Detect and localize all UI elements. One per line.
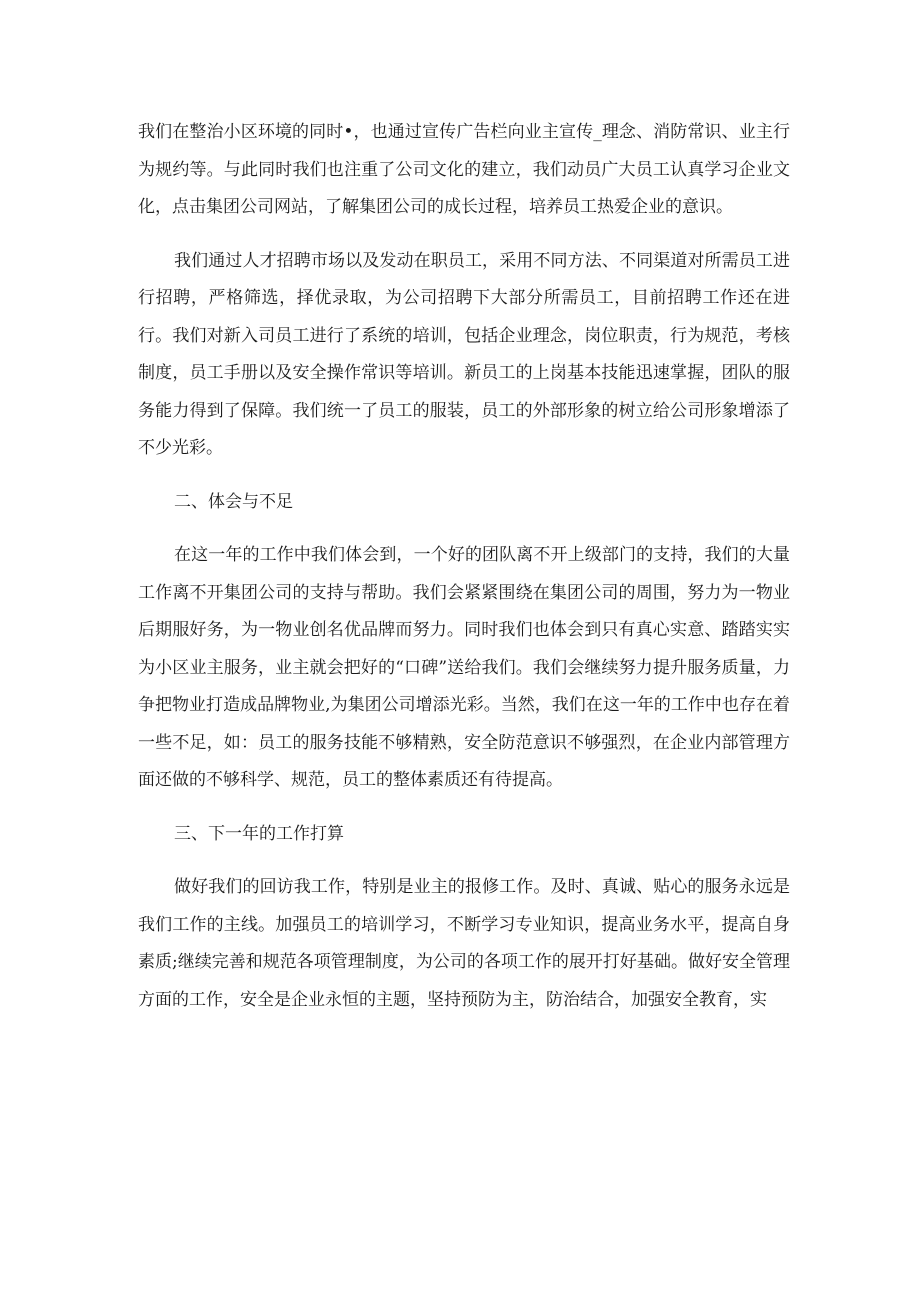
document-body xyxy=(138,114,790,1019)
paragraph-recruitment-training: 我们通过人才招聘市场以及发动在职员工，采用不同方法、不同渠道对所需员工进行招聘，严格筛选，择优录取，为公司招聘下大部分所需员工，目前招聘工作还在进行。我们对新入司员工进行了系统的培训，包括企业理念，岗位职责，行为规范，考核制度，员工手册以及安全操作常识等培训。新员工的上岗基本技能迅速掌握，团队的服务能力得到了保障。我们统一了员工的服装，员工的外部形象的树立给公司形象增添了不少光彩。 xyxy=(138,250,790,458)
section-heading-experience: 二、体会与不足 xyxy=(174,491,293,512)
paragraph-community-culture: 我们在整治小区环境的同时•，也通过宣传广告栏向业主宣传_理念、消防常识、业主行为规约等。与此同时我们也注重了公司文化的建立，我们动员广大员工认真学习企业文化，点击集团公司网站，了解集团公司的成长过程，培养员工热爱企业的意识。 xyxy=(138,122,790,217)
paragraph-next-year-plan: 做好我们的回访我工作，特别是业主的报修工作。及时、真诚、贴心的服务永远是我们工作的主线。加强员工的培训学习，不断学习专业知识，提高业务水平，提高自身素质;继续完善和规范各项管理制度，为公司的各项工作的展开打好基础。做好安全管理方面的工作，安全是企业永恒的主题，坚持预防为主，防治结合，加强安全教育，实 xyxy=(138,877,790,1010)
section-heading-next-year-plan: 三、下一年的工作打算 xyxy=(174,823,344,844)
paragraph-experience-shortcomings: 在这一年的工作中我们体会到，一个好的团队离不开上级部门的支持，我们的大量工作离不开集团公司的支持与帮助。我们会紧紧围绕在集团公司的周围，努力为一物业后期服好务，为一物业创名优品牌而努力。同时我们也体会到只有真心实意、踏踏实实为小区业主服务，业主就会把好的“口碑”送给我们。我们会继续努力提升服务质量，力争把物业打造成品牌物业,为集团公司增添光彩。当然，我们在这一年的工作中也存在着一些不足，如：员工的服务技能不够精熟，安全防范意识不够强烈，在企业内部管理方面还做的不够科学、规范，员工的整体素质还有待提高。 xyxy=(138,545,790,790)
